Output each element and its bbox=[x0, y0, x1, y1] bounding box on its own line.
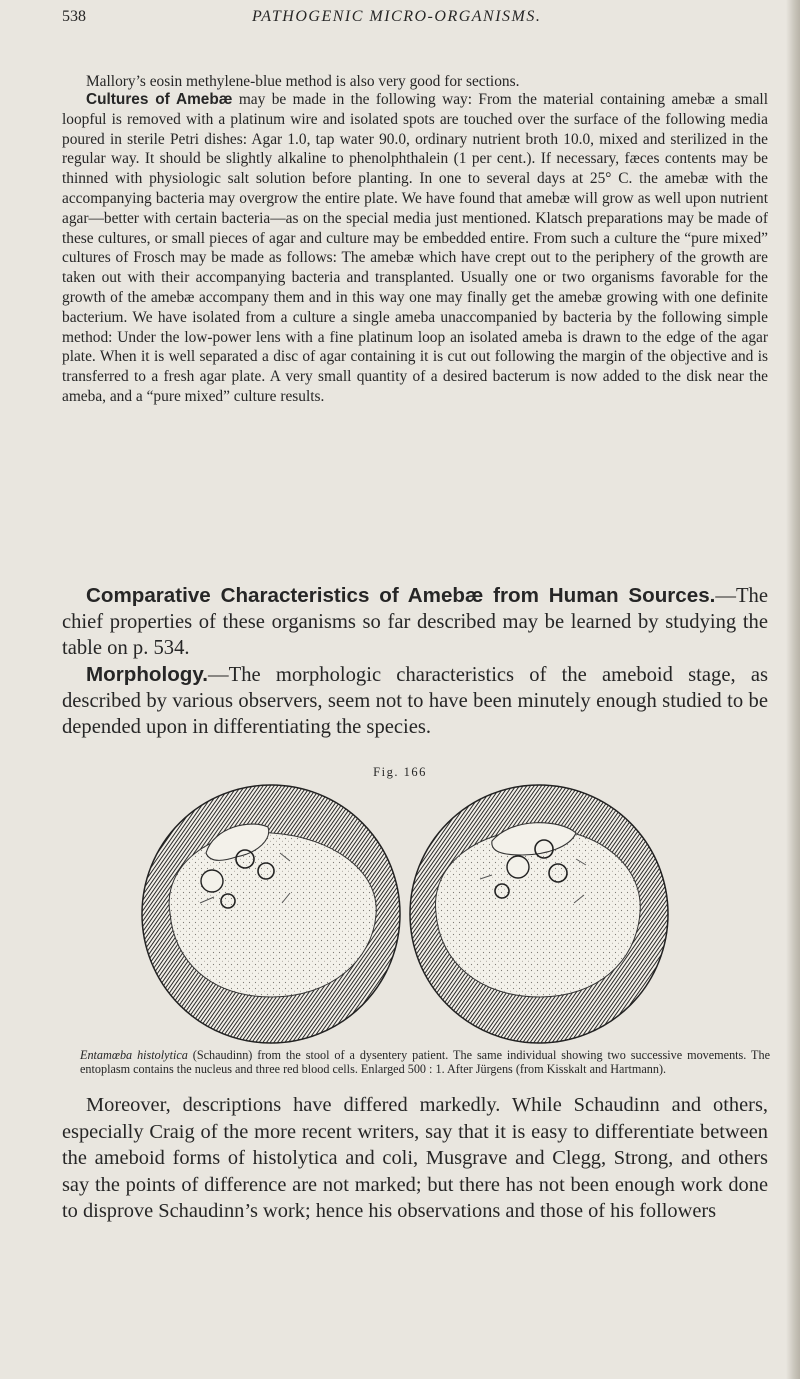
figure-label: Fig. 166 bbox=[373, 765, 427, 779]
right-micrograph bbox=[410, 785, 668, 1043]
morphology-heading: Morphology. bbox=[86, 663, 209, 686]
left-micrograph bbox=[142, 785, 400, 1043]
left-ameba-body bbox=[169, 832, 376, 997]
figure-illustration bbox=[140, 783, 670, 1045]
final-paragraph: Moreover, descriptions have differed markedly. While Schaudinn and others, especially Craig of the more recent writers, say that it is easy to differentiate between the ameboid forms of histolytica and coli, Musgrave and Clegg, Strong, and others say the points of difference are not marked; but there has not been enough work done to disprove Schaudinn’s work; hence his observations and those of his followers bbox=[62, 1094, 768, 1223]
cultures-heading: Cultures of Amebæ bbox=[86, 91, 233, 108]
comparative-paragraph bbox=[62, 583, 768, 662]
page-edge-shadow bbox=[786, 0, 800, 1379]
page-number: 538 bbox=[62, 8, 86, 25]
cultures-paragraph bbox=[62, 90, 768, 407]
caption-text: (Schaudinn) from the stool of a dysentery patient. The same individual showing two successive movements. The entoplasm contains the nucleus and three red blood cells. Enlarged 500 : 1. After Jürgens (from Kisskalt and Hartmann). bbox=[80, 1048, 771, 1076]
figure-caption bbox=[80, 1049, 770, 1076]
running-header bbox=[62, 8, 762, 32]
comparative-heading: Comparative Characteristics of Amebæ from Human Sources. bbox=[86, 584, 716, 607]
caption-species: Entamœba histolytica bbox=[80, 1048, 188, 1062]
continuation-paragraph: Mallory’s eosin methylene-blue method is also very good for sections. bbox=[86, 73, 520, 90]
morphology-text: —The morphologic characteristics of the ameboid stage, as described by various observers, seem not to have been minutely enough studied to be depended upon in differentiating the species. bbox=[62, 664, 768, 739]
right-nucleus bbox=[507, 856, 529, 878]
left-nucleus bbox=[201, 870, 223, 892]
cultures-text: may be made in the following way: From the material containing amebæ a small loopful is removed with a platinum wire and isolated spots are touched over the surface of the following media poured in sterile Petri dishes: Agar 1.0, tap water 90.0, ordinary nutrient broth 10.0, mixed and sterilized in the regular way. It should be slightly alkaline to phenolphthalein (1 per cent.). If necessary, fæces contents may be thinned with physiologic salt solution before planting. In one to several days at 25° C. the amebæ with the accompanying bacteria may overgrow the entire plate. We have found that amebæ will grow as well upon nutrient agar—better with certain bacteria—as on the special media just mentioned. Klatsch preparations may be made of these cultures, or small pieces of agar and culture may be embedded entire. From such a culture the “pure mixed” cultures of Frosch may be made as follows: The amebæ which have crept out to the periphery of the growth are taken out with their accompanying bacteria and transplanted. Usually one or two organisms favorable for the growth of the amebæ accompany them and in this way one may finally get the amebæ growing with one definite bacterium. We have isolated from a culture a single ameba unaccompanied by bacteria by the following simple method: Under the low-power lens with a fine platinum loop an isolated ameba is drawn to the edge of the agar plate. When it is well separated a disc of agar containing it is cut out following the margin of the objective and is transferred to a fresh agar plate. A very small quantity of a desired bacterum is now added to the disk near the ameba, and a “pure mixed” culture results. bbox=[62, 91, 768, 405]
running-title: PATHOGENIC MICRO-ORGANISMS. bbox=[252, 8, 542, 25]
morphology-paragraph bbox=[62, 662, 768, 741]
comparative-text: —The chief properties of these organisms so far described may be learned by studying the table on p. 534. bbox=[62, 585, 768, 660]
